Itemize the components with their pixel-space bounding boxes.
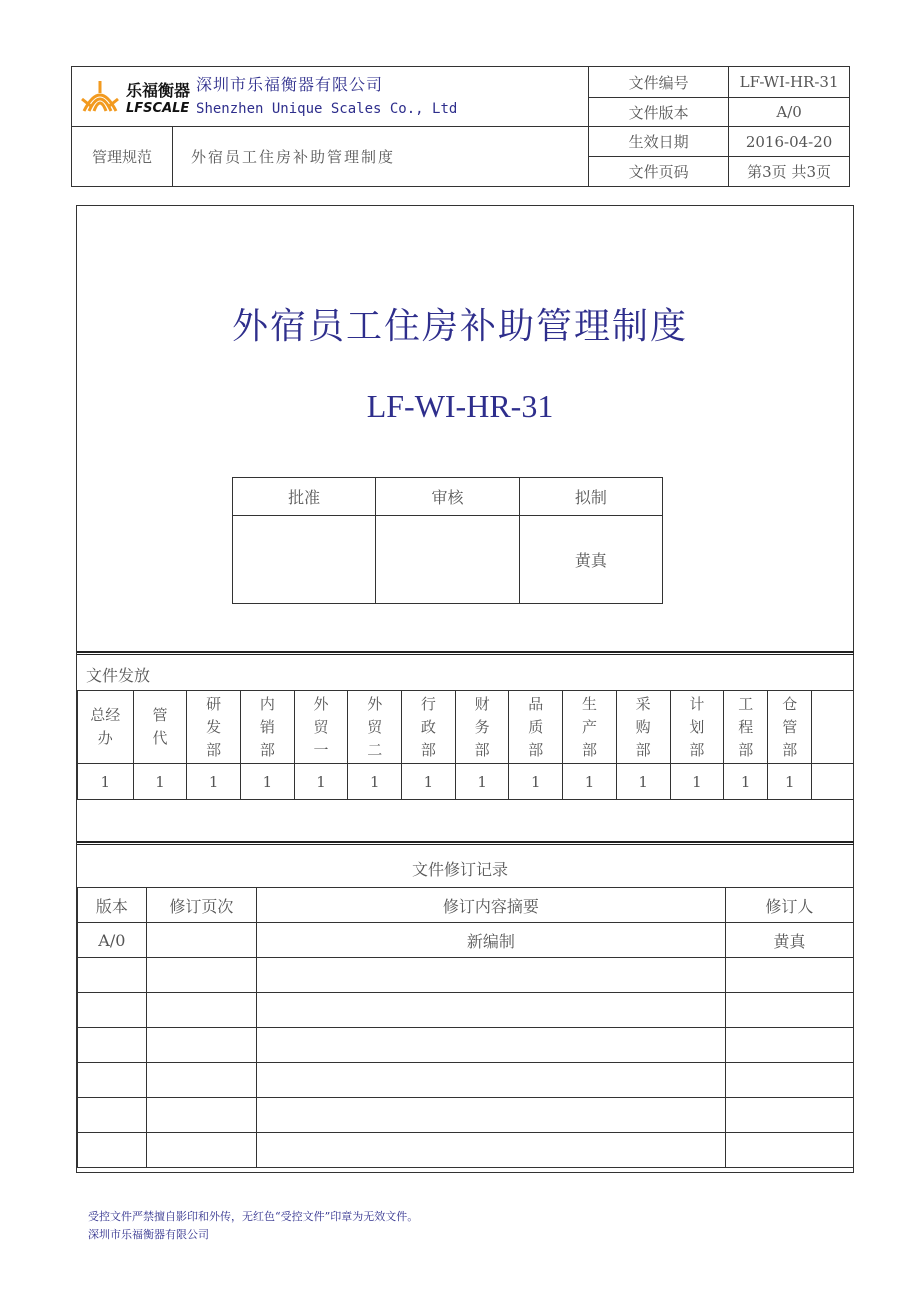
document-code: LF-WI-HR-31 <box>366 388 554 424</box>
revision-cell: 黄真 <box>725 923 853 958</box>
revision-cell <box>78 993 147 1028</box>
revision-cell <box>146 958 256 993</box>
revision-cell <box>146 1098 256 1133</box>
department-label: 行 政 部 <box>402 691 456 764</box>
revision-row <box>78 1133 854 1168</box>
section-divider <box>77 651 854 655</box>
department-label: 财 务 部 <box>455 691 509 764</box>
document-header <box>71 66 850 187</box>
department-label: 计 划 部 <box>670 691 724 764</box>
approval-table <box>232 477 663 604</box>
revision-cell <box>146 993 256 1028</box>
department-count: 1 <box>563 764 617 800</box>
revision-row <box>78 1098 854 1133</box>
company-logo <box>72 77 190 117</box>
revision-cell <box>257 1133 726 1168</box>
revision-header: 修订人 <box>725 888 853 923</box>
department-count: 1 <box>294 764 348 800</box>
revision-cell <box>78 1028 147 1063</box>
department-label: 外 贸 二 <box>348 691 402 764</box>
department-label: 管 代 <box>133 691 187 764</box>
department-count: 1 <box>187 764 241 800</box>
department-label: 品 质 部 <box>509 691 563 764</box>
revision-cell <box>725 1133 853 1168</box>
section-divider <box>77 841 854 845</box>
revision-row <box>78 958 854 993</box>
revision-cell: A/0 <box>78 923 147 958</box>
revision-cell <box>78 1098 147 1133</box>
approval-header: 批准 <box>233 478 376 516</box>
distribution-blank-row <box>77 799 854 842</box>
department-count: 1 <box>133 764 187 800</box>
revision-header: 版本 <box>78 888 147 923</box>
revision-header: 修订内容摘要 <box>257 888 726 923</box>
revision-cell <box>725 958 853 993</box>
department-label: 生 产 部 <box>563 691 617 764</box>
department-label <box>812 691 854 764</box>
department-label: 内 销 部 <box>241 691 295 764</box>
revision-cell <box>725 1028 853 1063</box>
approval-value <box>233 516 376 604</box>
revision-cell <box>146 1133 256 1168</box>
revision-cell <box>146 923 256 958</box>
department-count: 1 <box>78 764 134 800</box>
revision-cell <box>725 1063 853 1098</box>
field-value: A/0 <box>729 98 850 127</box>
revision-header: 修订页次 <box>146 888 256 923</box>
revision-cell <box>78 1063 147 1098</box>
revision-cell <box>725 1098 853 1133</box>
revision-cell <box>78 1133 147 1168</box>
revision-cell <box>725 993 853 1028</box>
revision-row <box>78 1028 854 1063</box>
revision-row <box>78 923 854 958</box>
approval-header: 审核 <box>376 478 519 516</box>
field-label: 文件编号 <box>589 67 729 98</box>
approval-header: 拟制 <box>519 478 662 516</box>
revision-cell <box>78 958 147 993</box>
department-count: 1 <box>509 764 563 800</box>
department-count: 1 <box>348 764 402 800</box>
revision-table <box>77 887 854 1168</box>
logo-text-cn: 乐福衡器 <box>126 80 191 100</box>
department-label: 研 发 部 <box>187 691 241 764</box>
revision-cell <box>146 1028 256 1063</box>
revision-cell <box>257 1063 726 1098</box>
doc-title-header: 外宿员工住房补助管理制度 <box>173 127 589 187</box>
company-name-cn: 深圳市乐福衡器有限公司 <box>196 74 384 94</box>
company-name-en: Shenzhen Unique Scales Co., Ltd <box>196 100 458 117</box>
revision-cell <box>257 1028 726 1063</box>
company-block <box>72 67 589 127</box>
department-label: 仓 管 部 <box>768 691 812 764</box>
approval-value: 黄真 <box>519 516 662 604</box>
footer-notice: 受控文件严禁擅自影印和外传，无红色“受控文件”印章为无效文件。 <box>88 1210 419 1223</box>
revision-cell <box>257 993 726 1028</box>
department-count <box>812 764 854 800</box>
sunburst-logo-icon <box>78 77 122 117</box>
field-value: 2016-04-20 <box>729 127 850 157</box>
department-label: 采 购 部 <box>616 691 670 764</box>
department-count: 1 <box>724 764 768 800</box>
department-count: 1 <box>670 764 724 800</box>
distribution-table <box>77 690 854 800</box>
field-value: 第3页 共3页 <box>729 157 850 187</box>
revision-title: 文件修订记录 <box>411 860 508 879</box>
approval-value <box>376 516 519 604</box>
distribution-title: 文件发放 <box>86 666 151 685</box>
field-label: 文件版本 <box>589 98 729 127</box>
field-value: LF-WI-HR-31 <box>729 67 850 98</box>
department-count: 1 <box>616 764 670 800</box>
revision-cell <box>257 958 726 993</box>
revision-cell: 新编制 <box>257 923 726 958</box>
field-label: 生效日期 <box>589 127 729 157</box>
revision-row <box>78 993 854 1028</box>
logo-text-en: LFSCALE <box>126 100 190 116</box>
footer-company: 深圳市乐福衡器有限公司 <box>88 1228 209 1241</box>
revision-row <box>78 1063 854 1098</box>
department-label: 外 贸 一 <box>294 691 348 764</box>
department-count: 1 <box>241 764 295 800</box>
doc-category: 管理规范 <box>72 127 173 187</box>
department-label: 总经 办 <box>78 691 134 764</box>
revision-cell <box>257 1098 726 1133</box>
revision-cell <box>146 1063 256 1098</box>
department-count: 1 <box>455 764 509 800</box>
department-count: 1 <box>402 764 456 800</box>
department-count: 1 <box>768 764 812 800</box>
field-label: 文件页码 <box>589 157 729 187</box>
document-title: 外宿员工住房补助管理制度 <box>231 306 688 347</box>
department-label: 工 程 部 <box>724 691 768 764</box>
